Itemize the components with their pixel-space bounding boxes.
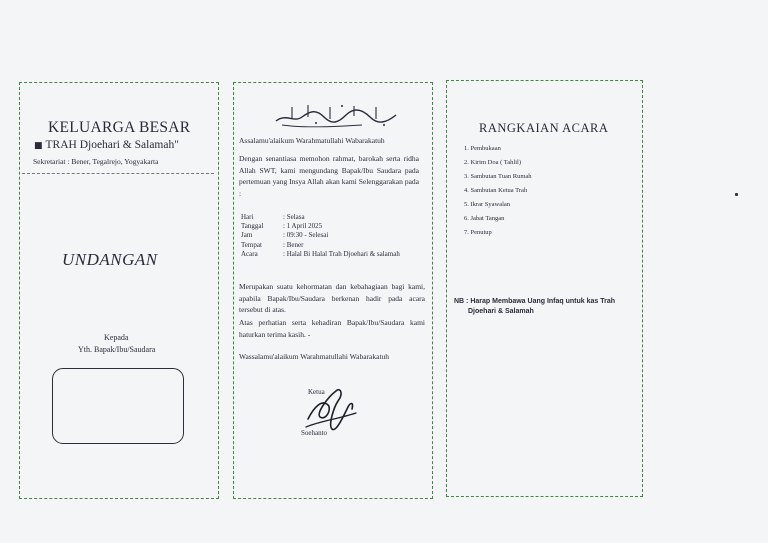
detail-row-place [241,241,304,249]
address-box [52,368,184,444]
ink-speck [735,193,738,196]
note [454,297,640,317]
bismillah-calligraphy-icon [272,101,400,129]
note-line-1: NB : Harap Membawa Uang Infaq untuk kas Trah [454,298,616,305]
agenda-title: RANGKAIAN ACARA [479,121,609,135]
cover-panel [19,82,219,499]
agenda-item: 1. Pembukaan [464,145,501,152]
detail-row-time [241,231,329,239]
agenda-item: 4. Sambutan Ketua Trah [464,187,528,194]
detail-value: : Bener [283,241,304,249]
detail-label: Tempat [241,241,262,249]
invitation-panel [233,82,433,499]
closing-greeting: Wassalamu'alaikum Warahmatullahi Wabarakatuh [239,352,390,361]
signature-icon [298,377,360,437]
trah-name [34,139,179,151]
thanks-paragraph: Atas perhatian serta kehadiran Bapak/Ibu/Saudara kami haturkan terima kasih. - [239,318,425,339]
detail-value: : 09:30 - Selesai [283,231,329,239]
recipient-salutation: Yth. Bapak/Ibu/Saudara [78,345,156,354]
detail-row-day [241,213,305,221]
agenda-item: 5. Ikrar Syawalan [464,201,511,208]
intro-paragraph: Dengan senantiasa memohon rahmat, barokah serta ridha Allah SWT, kami mengundang Bapak/Ibu Saudara pada pertemuan yang Insya Allah akan kami Selenggarakan pada : [239,154,419,198]
detail-value: : 1 April 2025 [283,222,323,230]
agenda-item: 7. Penutup [464,229,492,236]
detail-value: : Selasa [283,213,305,221]
recipient-label: Kepada [104,333,129,342]
invitation-heading: UNDANGAN [62,250,158,269]
signer-name: Soehanto [301,429,328,437]
divider [22,173,214,174]
signer-title: Ketua [308,388,325,396]
agenda-panel [446,80,643,497]
note-line-2: Djoehari & Salamah [468,308,534,315]
detail-label: Acara [241,250,258,258]
detail-value: : Halal Bi Halal Trah Djoehari & salamah [283,250,400,258]
detail-label: Hari [241,213,254,221]
closing-paragraph: Merupakan suatu kehormatan dan kebahagiaan bagi kami, apabila Bapak/Ibu/Saudara berkenan hadir pada acara tersebut di atas. [239,282,425,314]
agenda-item: 2. Kirim Doa ( Tahlil) [464,159,522,166]
detail-label: Jam [241,231,253,239]
detail-row-date [241,222,323,230]
detail-label: Tanggal [241,222,264,230]
trah-name-text: TRAH Djoehari & Salamah" [45,139,179,151]
secretariat-address: Sekretariat : Bener, Tegalrejo, Yogyakarta [33,157,159,166]
agenda-item: 6. Jabat Tangan [464,215,505,222]
agenda-item: 3. Sambutan Tuan Rumah [464,173,532,180]
bullet-icon: ■ [34,141,43,151]
family-title: KELUARGA BESAR [48,119,191,136]
opening-greeting: Assalamu'alaikum Warahmatullahi Wabarakatuh [239,136,385,145]
detail-row-event [241,250,400,258]
